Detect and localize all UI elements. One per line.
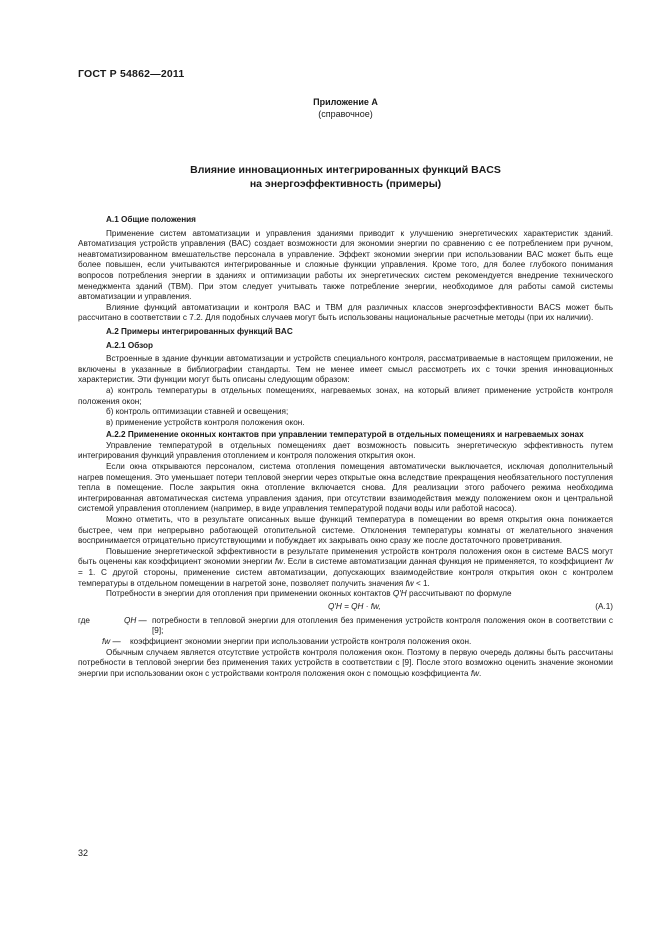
symbol-fw: fw [604, 557, 614, 567]
annex-note: (справочное) [318, 109, 373, 119]
section-heading-a1: А.1 Общие положения [106, 215, 196, 224]
document-title [78, 163, 613, 191]
title-line-1: Влияние инновационных интегрированных функций BACS [190, 164, 501, 176]
paragraph: Если окна открываются персоналом, система отопления помещения автоматически выключается, исключая дополнительный нагрев помещения. Это уменьшает потери тепловой энергии через открытые окна вследствие прекращения необязательного поступления тепла в помещение. После закрытия окна отопление включается снова. Для реализации этого рабочего режима необходима интегрированная автоматическая система управления здания, при отсутствии взаимодействия между положением окон и центральной системой управления отоплением (например, в виде управления температурой подачи воды или работой насоса). [78, 462, 613, 514]
annex-title: Приложение А [313, 97, 378, 107]
section-heading-a21: А.2.1 Обзор [106, 340, 154, 350]
where-symbol: QH — [124, 615, 147, 625]
formula-number: (А.1) [595, 601, 613, 611]
where-text: коэффициент экономии энергии при использовании устройств контроля положения окон. [130, 636, 472, 646]
section-heading-a22: А.2.2 Применение оконных контактов при управлении температурой в отдельных помещениях и нагреваемых зонах [106, 430, 584, 440]
title-line-2: на энергоэффективность (примеры) [249, 178, 442, 190]
page-number: 32 [78, 848, 89, 858]
formula-expression: Q′H = QH · fw, [328, 601, 381, 611]
symbol-fw: fw [405, 578, 414, 588]
standard-header: ГОСТ Р 54862—2011 [78, 68, 185, 80]
paragraph: Управление температурой в отдельных помещениях дает возможность повысить энергетическую эффективность путем интегрирования функций управления отоплением и контроля положения открытия окон. [78, 440, 613, 461]
symbol-fw: fw [470, 668, 480, 678]
formula-a1 [78, 600, 613, 616]
where-qh [78, 616, 613, 637]
paragraph: Встроенные в здание функции автоматизации и устройств специального контроля, рассматриваемые в настоящем приложении, не включены в указанные в библиографии стандарты. Тем не менее имеет смысл рассмотреть их с точки зрения инновационных характеристик. Эти функции могут быть описаны следующим образом: [78, 354, 613, 385]
where-fw [78, 637, 613, 648]
symbol-qh-prime: Q′H [392, 589, 407, 599]
paragraph: Применение систем автоматизации и управления зданиями приводит к улучшению энергетических характеристик зданий. Автоматизация устройств управления (BAC) создает возможности для экономии энергии по сравнению с ее потреблением при ручном, неавтоматизированном вмешательстве персонала в управление. Эффект экономии энергии при использовании BAC может быть еще более повышен, если учитываются интегрированные и сложные функции управления. Кроме того, для более глубокого понимания вопросов потребления энергии в зданиях и оптимизации работы их энергетических систем рекомендуется внедрение технического менеджмента зданий (TBM). При этом следует учитывать также потребление энергии, необходимое для работы самой системы автоматизации и управления. [78, 228, 613, 302]
list-item: в) применение устройств контроля положения окон. [106, 417, 305, 427]
where-symbol: fw — [102, 636, 121, 646]
list-item: а) контроль температуры в отдельных помещениях, нагреваемых зонах, на который влияет применение устройств контроля положения окон; [78, 385, 613, 406]
paragraph: Влияние функций автоматизации и контроля BAC и TBM для различных классов энергоэффективности BACS может быть рассчитано в соответствии с 7.2. Для подобных случаев могут быть использованы национальные расчетные методы (при их наличии). [78, 302, 613, 323]
symbol-fw: fw [274, 557, 284, 567]
paragraph: Обычным случаем является отсутствие устройств контроля положения окон. Поэтому в первую очередь должны быть рассчитаны потребности в тепловой энергии без применения таких устройств в соответствии с [9]. После этого возможно оценить значение экономии энергии при использовании окон с устройствами контроля положения окон с помощью коэффициента fw. [78, 647, 613, 678]
document-body [78, 212, 613, 679]
paragraph: Повышение энергетической эффективности в результате применения устройств контроля положения окон в системе BACS могут быть оценены как коэффициент экономии энергии fw. Если в системе автоматизации данная функция не применяется, то коэффициент fw = 1. С другой стороны, применение систем автоматизации, допускающих взаимодействие контроля открытия окон с контролем температуры в отдельном помещении в нагретой зоне, позволяет получить значения fw < 1. [78, 546, 614, 588]
section-heading-a2: А.2 Примеры интегрированных функций BAC [106, 326, 293, 336]
where-text: потребности в тепловой энергии для отопления без применения устройств контроля положения окон в соответствии с [9]; [152, 615, 613, 636]
list-item: б) контроль оптимизации ставней и освещения; [106, 407, 289, 417]
where-label: где [78, 615, 90, 625]
paragraph: Потребности в энергии для отопления при применении оконных контактов Q′H рассчитывают по формуле [106, 589, 512, 599]
paragraph: Можно отметить, что в результате описанных выше функций температура в помещении во время открытия окна понижается быстрее, чем при непрерывно работающей отопительной системе. Отклонения температуры комнаты от желательного значения воспринимается отрицательно присутствующими и побуждает их закрывать окно сразу же после достаточного проветривания. [78, 515, 613, 546]
